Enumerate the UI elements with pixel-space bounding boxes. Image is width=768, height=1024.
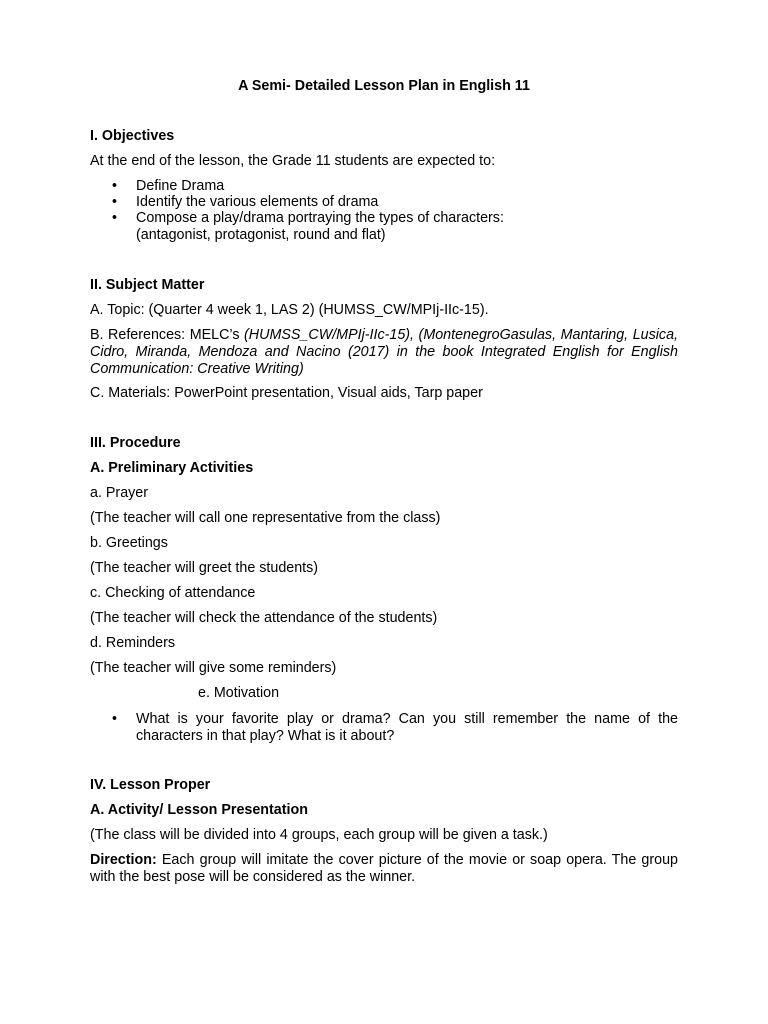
greetings-note: (The teacher will greet the students) xyxy=(90,560,319,576)
direction-label: Direction: xyxy=(90,852,157,868)
preliminary-activities-heading: A. Preliminary Activities xyxy=(90,460,254,476)
reminders-label: d. Reminders xyxy=(90,635,176,651)
subject-matter-heading: II. Subject Matter xyxy=(90,277,205,293)
bullet-icon: • xyxy=(112,194,118,210)
activity-note: (The class will be divided into 4 groups, each group will be given a task.) xyxy=(90,827,548,843)
bullet-icon: • xyxy=(112,178,118,194)
subject-references xyxy=(90,327,678,378)
lesson-proper-heading: IV. Lesson Proper xyxy=(90,777,211,793)
motivation-label: e. Motivation xyxy=(198,685,280,701)
document-page: A Semi- Detailed Lesson Plan in English 11 I. Objectives At the end of the lesson, the Grade 11 students are expected to: • Define Drama • Identify the various elements of drama • Compose a play/drama portraying the types of characters: (antagonist, protagonist, round and flat) II. Subject Matter A. Topic: (Quarter 4 week 1, LAS 2) (HUMSS_CW/MPIj-IIc-15). B. References: MELC’s (HUMSS_CW/MPIj-IIc-15), (MontenegroGasulas, Mantaring, Lusica, Cidro, Miranda, Mendoza and Nacino (2017) in the book Integrated English for English Communication: Creative Writing) C. Materials: PowerPoint presentation, Visual aids, Tarp paper III. Procedure A. Preliminary Activities a. Prayer (The teacher will call one representative from the class) b. Greetings (The teacher will greet the students) c. Checking of attendance (The teacher will check the attendance of the students) d. Reminders (The teacher will give some reminders) e. Motivation • What is your favorite play or drama? Can you still remember the name of the characters in that play? What is it about? IV. Lesson Proper A. Activity/ Lesson Presentation (The class will be divided into 4 groups, each group will be given a task.) Direction: Each group will imitate the cover picture of the movie or soap opera. The group with the best pose will be considered as the winner. xyxy=(90,78,678,885)
greetings-label: b. Greetings xyxy=(90,535,168,551)
activity-heading: A. Activity/ Lesson Presentation xyxy=(90,802,308,818)
prayer-note: (The teacher will call one representative from the class) xyxy=(90,510,441,526)
procedure-heading: III. Procedure xyxy=(90,435,181,451)
references-citation: (HUMSS_CW/MPIj-IIc-15), (MontenegroGasulas, Mantaring, Lusica, Cidro, Miranda, Mendoza and Nacino (2017) in the book Integrated English for English Communication: Creative Writing) xyxy=(90,327,678,377)
direction-paragraph xyxy=(90,852,678,886)
bullet-icon: • xyxy=(112,711,118,727)
references-prefix: B. References: MELC’s xyxy=(90,327,245,343)
direction-text: Each group will imitate the cover picture of the movie or soap opera. The group with the best pose will be considered as the winner. xyxy=(90,852,678,885)
objectives-heading: I. Objectives xyxy=(90,128,175,144)
document-title: A Semi- Detailed Lesson Plan in English 11 xyxy=(238,78,530,94)
bullet-icon: • xyxy=(112,210,118,226)
subject-topic: A. Topic: (Quarter 4 week 1, LAS 2) (HUMSS_CW/MPIj-IIc-15). xyxy=(90,302,489,318)
objectives-intro: At the end of the lesson, the Grade 11 students are expected to: xyxy=(90,153,496,169)
attendance-note: (The teacher will check the attendance of the students) xyxy=(90,610,438,626)
subject-materials: C. Materials: PowerPoint presentation, Visual aids, Tarp paper xyxy=(90,385,483,401)
prayer-label: a. Prayer xyxy=(90,485,149,501)
attendance-label: c. Checking of attendance xyxy=(90,585,256,601)
reminders-note: (The teacher will give some reminders) xyxy=(90,660,337,676)
